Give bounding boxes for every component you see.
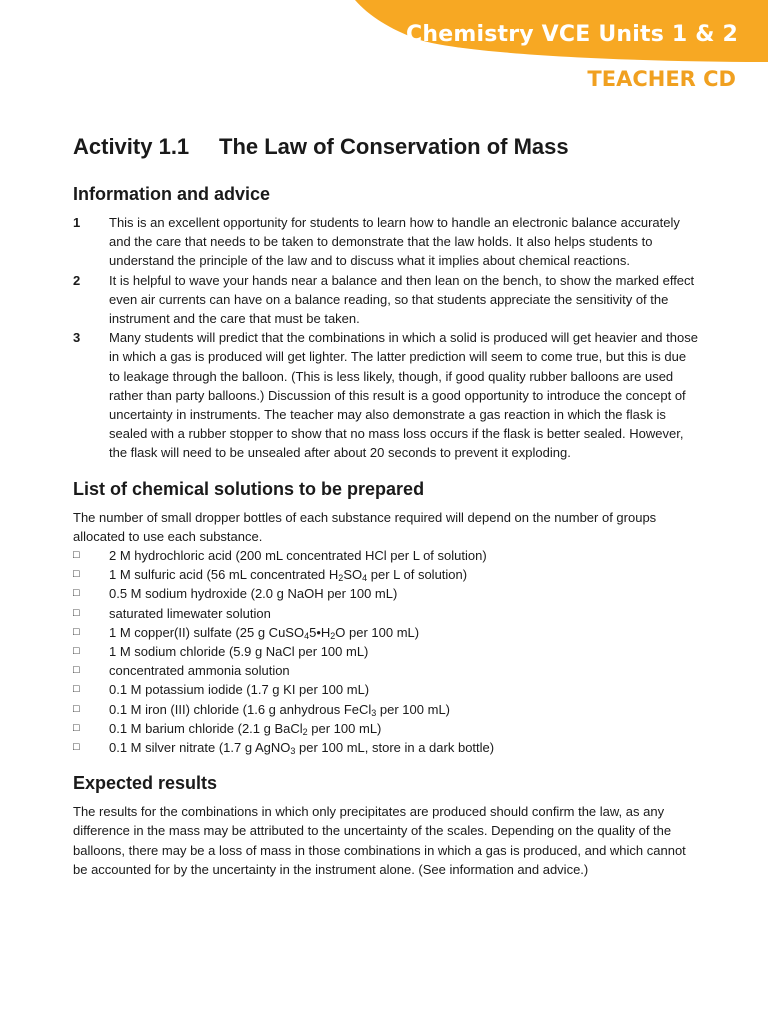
solution-text bbox=[109, 661, 698, 680]
subscript: 4 bbox=[362, 573, 368, 584]
info-item bbox=[73, 271, 698, 329]
solution-text-part: 0.1 M barium chloride (2.1 g BaCl bbox=[109, 720, 303, 736]
info-item-number: 3 bbox=[73, 330, 81, 346]
solution-item bbox=[73, 565, 698, 584]
subscript: 3 bbox=[371, 707, 377, 718]
solution-text-part: per L of solution) bbox=[367, 567, 468, 583]
solution-text bbox=[109, 546, 698, 565]
solution-text bbox=[109, 700, 698, 719]
header-banner bbox=[0, 0, 768, 100]
solution-item bbox=[73, 680, 698, 699]
solution-text-part: per 100 mL) bbox=[376, 701, 450, 717]
activity-number: Activity 1.1 bbox=[73, 134, 190, 159]
solution-text bbox=[109, 623, 698, 642]
document-body bbox=[73, 134, 698, 879]
info-item bbox=[73, 328, 698, 462]
solution-text-part: 0.1 M silver nitrate (1.7 g AgNO bbox=[109, 740, 291, 756]
solution-text-part: SO bbox=[343, 567, 363, 583]
checkbox-bullet-icon: □ bbox=[73, 587, 80, 600]
subscript: 4 bbox=[304, 630, 310, 641]
subscript: 2 bbox=[330, 630, 336, 641]
info-item-number: 1 bbox=[73, 215, 81, 230]
solution-item bbox=[73, 661, 698, 680]
solution-text bbox=[109, 604, 698, 623]
solution-item bbox=[73, 642, 698, 661]
info-item-text: Many students will predict that the combinations in which a solid is produced will get heavier and those in which a gas is produced will get lighter. The latter prediction will seem to come true, but this is due to leakage through the balloon. (This is less likely, though, if good quality rubber balloons are used rather than party balloons.) Discussion of this result is a good opportunity to introduce the concept of uncertainty in instruments. The teacher may also demonstrate a gas reaction in which the flask is sealed with a rubber stopper to show that no mass loss occurs if the flask is better sealed. However, the flask will need to be unsealed after about 20 seconds to prevent it exploding. bbox=[109, 330, 698, 461]
info-item-text: This is an excellent opportunity for students to learn how to handle an electronic balance accurately and the care that needs to be taken to demonstrate that the law holds. It also helps students to understand the principle of the law and to discuss what it implies about chemical reactions. bbox=[109, 215, 680, 269]
info-item-text: It is helpful to wave your hands near a balance and then lean on the bench, to show the marked effect even air currents can have on a balance reading, so that students appreciate the sensitivity of the instrument and the care that must be taken. bbox=[109, 272, 695, 327]
solution-item bbox=[73, 584, 698, 603]
solutions-heading: List of chemical solutions to be prepared bbox=[73, 478, 425, 499]
solution-item bbox=[73, 623, 698, 642]
info-item-number: 2 bbox=[73, 272, 81, 288]
page-title bbox=[73, 134, 698, 160]
solution-text-part: 2 M hydrochloric acid (200 mL concentrated HCl per L of solution) bbox=[109, 548, 487, 564]
banner-title: Nelson Chemistry VCE Units 1 & 2 bbox=[312, 22, 738, 47]
solution-text bbox=[109, 565, 698, 584]
solution-item bbox=[73, 719, 698, 738]
checkbox-bullet-icon: □ bbox=[73, 645, 80, 658]
solution-text bbox=[109, 738, 698, 757]
solutions-list bbox=[73, 546, 698, 757]
solution-text-part: 0.1 M iron (III) chloride (1.6 g anhydrous FeCl bbox=[109, 701, 372, 717]
info-item bbox=[73, 213, 698, 271]
checkbox-bullet-icon: □ bbox=[73, 741, 80, 754]
subscript: 2 bbox=[338, 573, 344, 584]
solution-item bbox=[73, 738, 698, 757]
solutions-intro: The number of small dropper bottles of each substance required will depend on the number of groups allocated to use each substance. bbox=[73, 509, 657, 544]
checkbox-bullet-icon: □ bbox=[73, 702, 80, 715]
results-text: The results for the combinations in which only precipitates are produced should confirm the law, as any difference in the mass may be attributed to the uncertainty of the scales. Depending on the quality of the balloons, there may be a loss of mass in those combinations in which a gas is produced, and which cannot be accounted for by the uncertainty in the instrument alone. (See information and advice.) bbox=[73, 804, 686, 877]
solution-text-part: 0.1 M potassium iodide (1.7 g KI per 100 mL) bbox=[109, 682, 370, 698]
info-list bbox=[73, 213, 698, 463]
info-heading: Information and advice bbox=[73, 184, 271, 204]
checkbox-bullet-icon: □ bbox=[73, 683, 80, 696]
banner-subtitle: TEACHER CD bbox=[587, 67, 736, 91]
checkbox-bullet-icon: □ bbox=[73, 549, 80, 562]
subscript: 2 bbox=[302, 726, 308, 737]
solution-text-part: 1 M sodium chloride (5.9 g NaCl per 100 mL) bbox=[109, 644, 369, 660]
solution-item bbox=[73, 700, 698, 719]
checkbox-bullet-icon: □ bbox=[73, 625, 80, 638]
solution-text bbox=[109, 584, 698, 603]
results-heading: Expected results bbox=[73, 773, 218, 794]
solution-text bbox=[109, 642, 698, 661]
solution-text-part: saturated limewater solution bbox=[109, 605, 271, 621]
subscript: 3 bbox=[290, 746, 296, 757]
checkbox-bullet-icon: □ bbox=[73, 606, 80, 619]
solution-text-part: 1 M copper(II) sulfate (25 g CuSO bbox=[109, 624, 305, 640]
solution-text-part: 0.5 M sodium hydroxide (2.0 g NaOH per 100 mL) bbox=[109, 586, 398, 602]
solution-text bbox=[109, 719, 698, 738]
checkbox-bullet-icon: □ bbox=[73, 721, 80, 734]
solution-text-part: 1 M sulfuric acid (56 mL concentrated H bbox=[109, 567, 339, 583]
solution-text-part: O per 100 mL) bbox=[335, 624, 420, 640]
solution-item bbox=[73, 546, 698, 565]
solution-text-part: 5•H bbox=[309, 624, 331, 640]
solution-text-part: concentrated ammonia solution bbox=[109, 663, 290, 679]
activity-title: The Law of Conservation of Mass bbox=[219, 134, 569, 159]
solution-text-part: per 100 mL, store in a dark bottle) bbox=[295, 740, 495, 756]
checkbox-bullet-icon: □ bbox=[73, 568, 80, 581]
solution-text bbox=[109, 680, 698, 699]
checkbox-bullet-icon: □ bbox=[73, 664, 80, 677]
solution-text-part: per 100 mL) bbox=[307, 720, 382, 736]
solution-item bbox=[73, 604, 698, 623]
